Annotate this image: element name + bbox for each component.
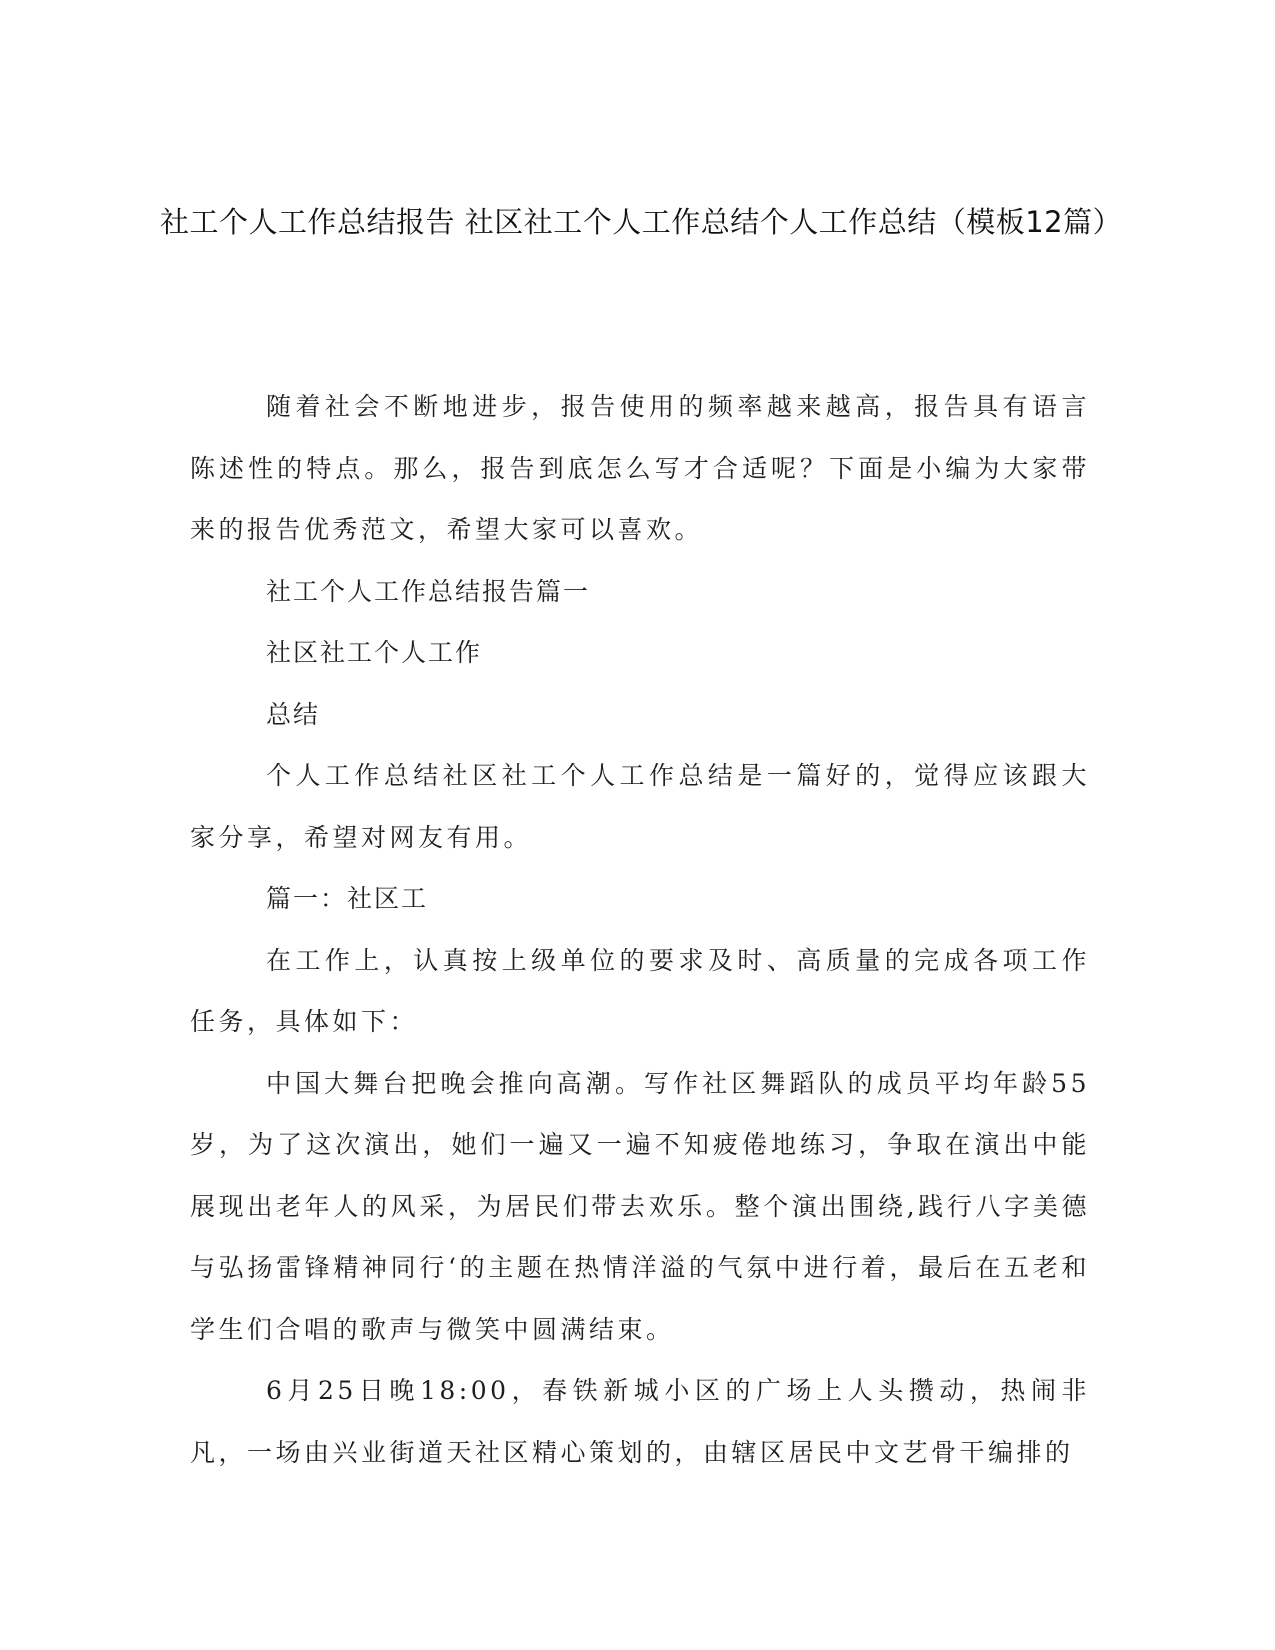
document-title: 社工个人工作总结报告 社区社工个人工作总结个人工作总结（模板12篇） xyxy=(160,205,1123,239)
intro-paragraph: 随着社会不断地进步，报告使用的频率越来越高，报告具有语言陈述性的特点。那么，报告到底怎么写才合适呢？下面是小编为大家带来的报告优秀范文，希望大家可以喜欢。 xyxy=(190,392,1090,544)
body-paragraph: 6月25日晚18:00，春铁新城小区的广场上人头攒动，热闹非凡，一场由兴业街道天社区精心策划的，由辖区居民中文艺骨干编排的 xyxy=(190,1376,1090,1467)
document-body xyxy=(190,376,1090,1483)
chapter-label: 篇一：社区工 xyxy=(266,884,429,913)
body-paragraph: 个人工作总结社区社工个人工作总结是一篇好的，觉得应该跟大家分享，希望对网友有用。 xyxy=(190,761,1090,852)
subheading: 社区社工个人工作 xyxy=(266,638,483,667)
body-paragraph: 在工作上，认真按上级单位的要求及时、高质量的完成各项工作任务，具体如下： xyxy=(190,945,1090,1036)
body-paragraph: 中国大舞台把晚会推向高潮。写作社区舞蹈队的成员平均年龄55岁，为了这次演出，她们一遍又一遍不知疲倦地练习，争取在演出中能展现出老年人的风采，为居民们带去欢乐。整个演出围绕,践行八字美德与弘扬雷锋精神同行‘的主题在热情洋溢的气氛中进行着，最后在五老和学生们合唱的歌声与微笑中圆满结束。 xyxy=(190,1068,1090,1344)
section-heading: 社工个人工作总结报告篇一 xyxy=(266,576,591,606)
subheading: 总结 xyxy=(266,699,321,729)
